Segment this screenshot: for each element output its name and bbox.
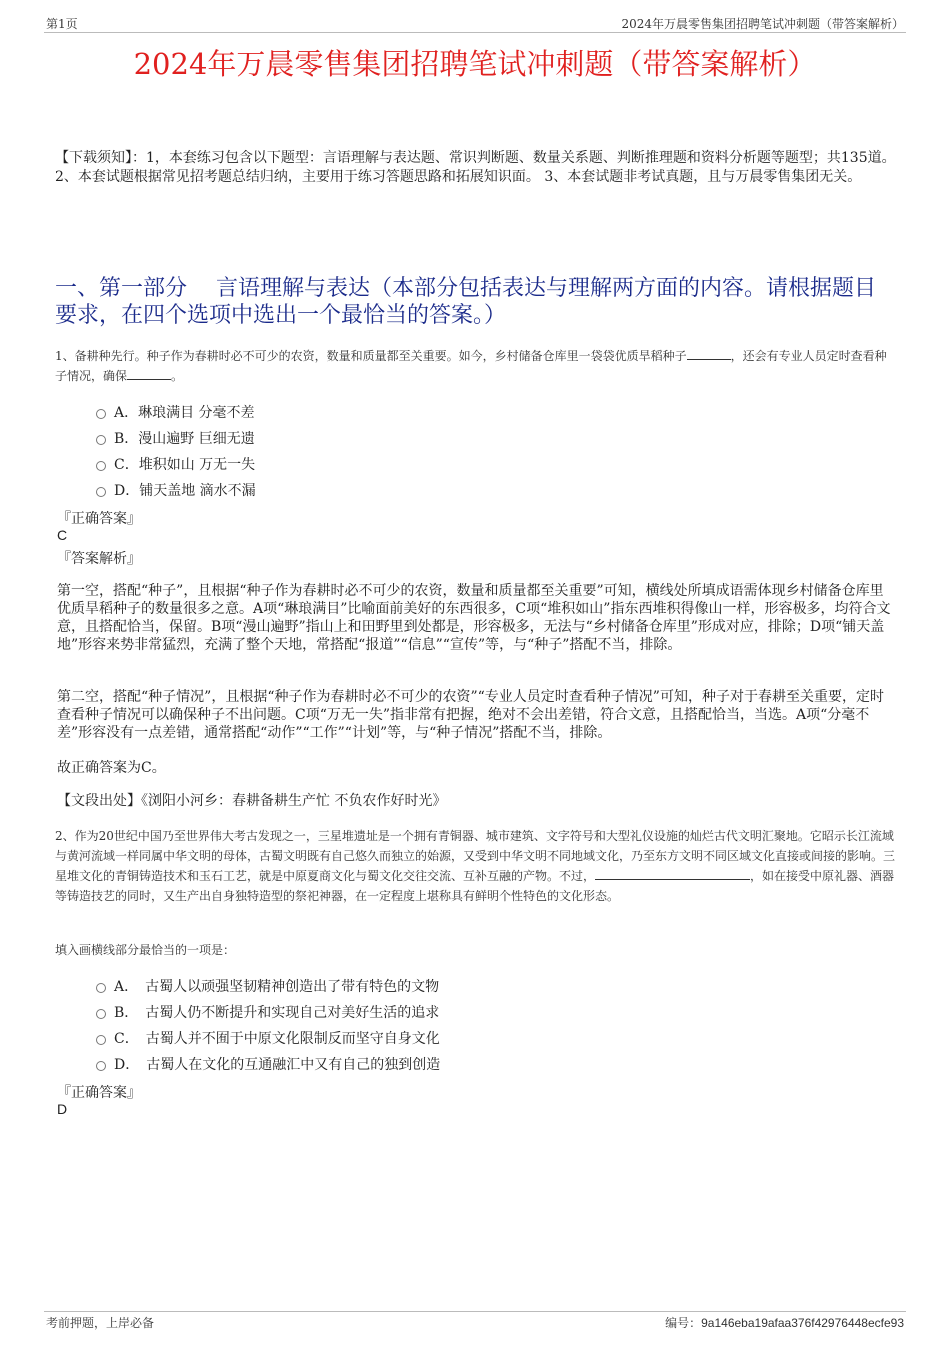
- q2-option-b[interactable]: [96, 1002, 439, 1022]
- q2-option-d[interactable]: [96, 1054, 440, 1074]
- page-number: 第1页: [46, 17, 78, 31]
- stem-text: 2、作为20世纪中国乃至世界伟大考古发现之一，三星堆遗址是一个拥有青铜器、城市建筑、文字符号和大型礼仪设施的灿烂古代文明汇聚地。它昭示长江流域与黄河流域一样同属中华文明的母体，古蜀文明既有自己悠久而独立的始源，又受到中华文明不同地域文化，乃至东方文明不同区域文化直接或间接的影响。三星堆文化的青铜铸造技术和玉石工艺，就是中原夏商文化与蜀文化交往交流、互补互融的产物。不过，: [55, 829, 896, 883]
- option-label: B．漫山遍野 巨细无遗: [114, 431, 255, 447]
- stem-text: ，还会有专业人员定时查看种子情况，确保: [55, 349, 887, 383]
- q1-answer-label: 『正确答案』: [57, 511, 141, 527]
- stem-text: 。: [171, 369, 184, 383]
- option-label: C．堆积如山 万无一失: [114, 457, 256, 473]
- radio-icon[interactable]: [96, 435, 106, 445]
- radio-icon[interactable]: [96, 1061, 106, 1071]
- q2-prompt: 填入画横线部分最恰当的一项是：: [55, 943, 236, 957]
- q1-analysis-para-1: 第一空，搭配“种子”，且根据“种子作为春耕时必不可少的农资，数量和质量都至关重要”可知，横线处所填成语需体现乡村储备仓库里优质旱稻种子的数量很多之意。A项“琳琅满目”比喻面前美好的东西很多，C项“堆积如山”指东西堆积得像山一样，形容极多，均符合文意，且搭配恰当，保留。B项“漫山遍野”指山上和田野里到处都是，形容极多，无法与“乡村储备仓库里”形成对应，排除；D项“铺天盖地”形容来势非常猛烈，充满了整个天地，常搭配“报道”“信息”“宣传”等，与“种子”搭配不当，排除。: [57, 583, 891, 653]
- download-notice: 【下载须知】：1，本套练习包含以下题型：言语理解与表达题、常识判断题、数量关系题、判断推理题和资料分析题等题型；共135道。 2、本套试题根据常见招考题总结归纳，主要用于练习答题思路和拓展知识面。 3、本套试题非考试真题，且与万晨零售集团无关。: [55, 150, 896, 185]
- option-label: C． 古蜀人并不囿于中原文化限制反而坚守自身文化: [114, 1031, 440, 1047]
- blank-line: [595, 879, 750, 880]
- q1-option-a[interactable]: [96, 402, 255, 422]
- blank-line: [687, 359, 731, 360]
- blank-line: [127, 379, 171, 380]
- radio-icon[interactable]: [96, 487, 106, 497]
- q2-answer-label: 『正确答案』: [57, 1085, 141, 1101]
- q2-option-c[interactable]: [96, 1028, 440, 1048]
- radio-icon[interactable]: [96, 983, 106, 993]
- radio-icon[interactable]: [96, 1035, 106, 1045]
- radio-icon[interactable]: [96, 461, 106, 471]
- stem-text: 1、备耕种先行。种子作为春耕时必不可少的农资，数量和质量都至关重要。如今，乡村储备仓库里一袋袋优质旱稻种子: [55, 349, 687, 363]
- option-label: D．铺天盖地 滴水不漏: [114, 483, 256, 499]
- q1-source: 【文段出处】《浏阳小河乡：春耕备耕生产忙 不负农作好时光》: [57, 793, 447, 809]
- radio-icon[interactable]: [96, 1009, 106, 1019]
- header-doc-title: 2024年万晨零售集团招聘笔试冲刺题（带答案解析）: [621, 17, 904, 31]
- radio-icon[interactable]: [96, 409, 106, 419]
- header-divider: [44, 32, 906, 33]
- option-label: B． 古蜀人仍不断提升和实现自己对美好生活的追求: [114, 1005, 440, 1021]
- q1-option-b[interactable]: [96, 428, 255, 448]
- stem-text: ，如在接受中原礼器、酒器等铸造技艺的同时，又生产出自身独特造型的祭祀神器，在一定程度上堪称具有鲜明个性特色的文化形态。: [55, 869, 895, 903]
- question-1-stem: [55, 346, 895, 386]
- footer-doc-id: 编号：9a146eba19afaa376f42976448ecfe93: [665, 1316, 904, 1330]
- q2-option-a[interactable]: [96, 976, 439, 996]
- q1-answer: C: [57, 527, 68, 543]
- q1-analysis-para-2: 第二空，搭配“种子情况”，且根据“种子作为春耕时必不可少的农资”“专业人员定时查看种子情况”可知，种子对于春耕至关重要，定时查看种子情况可以确保种子不出问题。C项“万无一失”指非常有把握，绝对不会出差错，符合文意，且搭配恰当，当选。A项“分毫不差”形容没有一点差错，通常搭配“动作”“工作”“计划”等，与“种子情况”搭配不当，排除。: [57, 689, 884, 741]
- option-label: A． 古蜀人以顽强坚韧精神创造出了带有特色的文物: [114, 979, 440, 995]
- q2-answer: D: [57, 1101, 68, 1117]
- q1-conclusion: 故正确答案为C。: [57, 760, 166, 776]
- option-label: A．琳琅满目 分毫不差: [114, 405, 255, 421]
- option-label: D． 古蜀人在文化的互通融汇中又有自己的独到创造: [114, 1057, 441, 1073]
- section-heading: 一、第一部分 言语理解与表达（本部分包括表达与理解两方面的内容。请根据题目要求，在四个选项中选出一个最恰当的答案。）: [55, 276, 876, 328]
- page-title: 2024年万晨零售集团招聘笔试冲刺题（带答案解析）: [133, 47, 817, 81]
- question-2-stem: [55, 826, 900, 906]
- q1-option-c[interactable]: [96, 454, 255, 474]
- footer-slogan: 考前押题，上岸必备: [46, 1316, 155, 1330]
- q1-analysis-label: 『答案解析』: [57, 551, 141, 567]
- footer-divider: [44, 1311, 906, 1312]
- q1-option-d[interactable]: [96, 480, 256, 500]
